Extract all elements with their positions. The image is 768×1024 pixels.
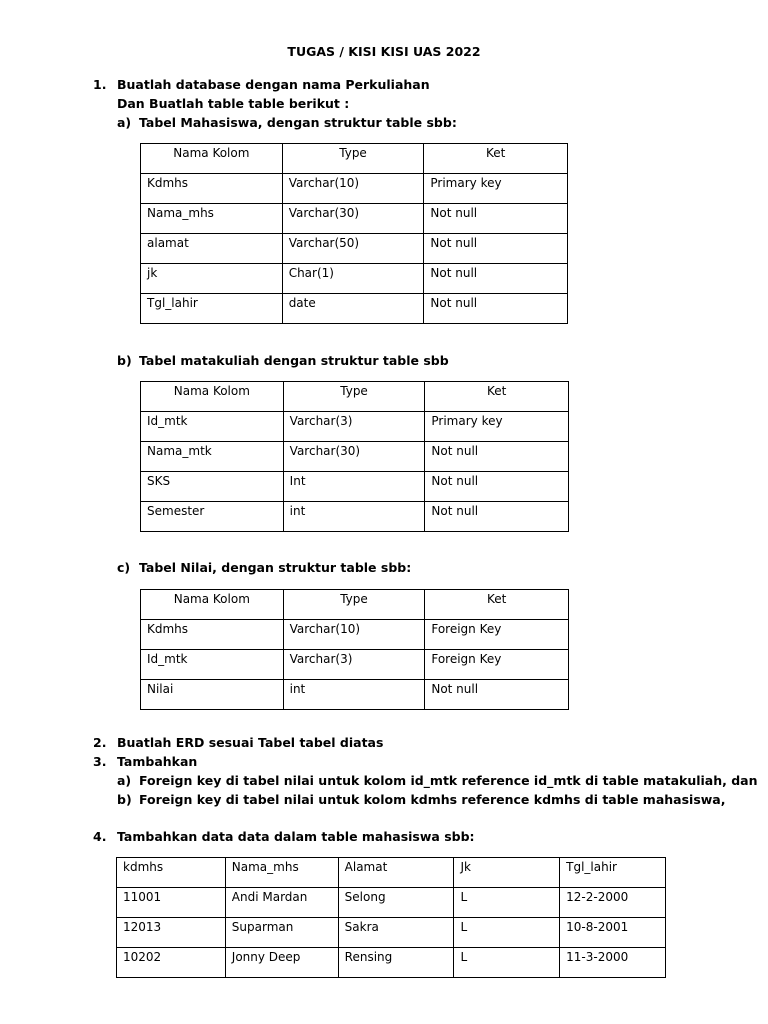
- cell: Foreign Key: [425, 620, 569, 650]
- cell: Sakra: [338, 918, 454, 948]
- nilai-structure-table: [140, 589, 569, 710]
- cell: Char(1): [282, 264, 424, 294]
- cell: Not null: [425, 442, 569, 472]
- table-row: [141, 680, 569, 710]
- cell: SKS: [141, 472, 284, 502]
- q3-number: 3.: [93, 754, 107, 769]
- cell: 11001: [117, 888, 226, 918]
- cell: Jonny Deep: [225, 948, 338, 978]
- mahasiswa-data-table: [116, 857, 666, 978]
- cell: Varchar(3): [283, 650, 425, 680]
- cell: 11-3-2000: [560, 948, 666, 978]
- header-alamat: Alamat: [338, 858, 454, 888]
- q1a-label: a): [117, 115, 132, 130]
- table-row: [141, 174, 568, 204]
- cell: Varchar(3): [283, 412, 425, 442]
- cell: Nilai: [141, 680, 284, 710]
- table-row: [141, 264, 568, 294]
- cell: Int: [283, 472, 425, 502]
- table-header-row: [141, 382, 569, 412]
- cell: Not null: [425, 502, 569, 532]
- header-type: Type: [283, 590, 425, 620]
- header-kdmhs: kdmhs: [117, 858, 226, 888]
- header-nama-kolom: Nama Kolom: [141, 382, 284, 412]
- q3b-text: Foreign key di tabel nilai untuk kolom kdmhs reference kdmhs di table mahasiswa,: [139, 792, 726, 807]
- q3-text: Tambahkan: [117, 754, 198, 769]
- header-nama-kolom: Nama Kolom: [141, 144, 283, 174]
- table-row: [141, 294, 568, 324]
- q4-number: 4.: [93, 829, 107, 844]
- q1b-text: Tabel matakuliah dengan struktur table sbb: [139, 353, 449, 368]
- q2-text: Buatlah ERD sesuai Tabel tabel diatas: [117, 735, 384, 750]
- cell: int: [283, 502, 425, 532]
- header-ket: Ket: [425, 590, 569, 620]
- table-header-row: [117, 858, 666, 888]
- mahasiswa-structure-table: [140, 143, 568, 324]
- cell: Not null: [424, 204, 568, 234]
- cell: Not null: [425, 472, 569, 502]
- header-ket: Ket: [425, 382, 569, 412]
- cell: Varchar(30): [282, 204, 424, 234]
- table-row: [141, 442, 569, 472]
- q4-text: Tambahkan data data dalam table mahasiswa sbb:: [117, 829, 475, 844]
- cell: Primary key: [425, 412, 569, 442]
- cell: int: [283, 680, 425, 710]
- cell: Varchar(10): [283, 620, 425, 650]
- cell: Varchar(50): [282, 234, 424, 264]
- q1c-text: Tabel Nilai, dengan struktur table sbb:: [139, 560, 412, 575]
- table-row: [117, 918, 666, 948]
- cell: Not null: [425, 680, 569, 710]
- cell: 10202: [117, 948, 226, 978]
- cell: date: [282, 294, 424, 324]
- header-nama-kolom: Nama Kolom: [141, 590, 284, 620]
- cell: jk: [141, 264, 283, 294]
- header-jk: Jk: [454, 858, 560, 888]
- cell: Nama_mtk: [141, 442, 284, 472]
- cell: Not null: [424, 234, 568, 264]
- cell: Tgl_lahir: [141, 294, 283, 324]
- cell: 12013: [117, 918, 226, 948]
- page-title: TUGAS / KISI KISI UAS 2022: [287, 44, 481, 59]
- table-row: [141, 650, 569, 680]
- table-row: [141, 502, 569, 532]
- table-header-row: [141, 590, 569, 620]
- cell: Kdmhs: [141, 174, 283, 204]
- table-row: [141, 204, 568, 234]
- cell: Rensing: [338, 948, 454, 978]
- q3a-text: Foreign key di tabel nilai untuk kolom id_mtk reference id_mtk di table matakuliah, dan: [139, 773, 758, 788]
- cell: L: [454, 888, 560, 918]
- cell: L: [454, 918, 560, 948]
- table-row: [141, 234, 568, 264]
- cell: Nama_mhs: [141, 204, 283, 234]
- q1a-text: Tabel Mahasiswa, dengan struktur table sbb:: [139, 115, 457, 130]
- q1-number: 1.: [93, 77, 107, 92]
- header-ket: Ket: [424, 144, 568, 174]
- cell: Foreign Key: [425, 650, 569, 680]
- table-row: [141, 620, 569, 650]
- header-tgl-lahir: Tgl_lahir: [560, 858, 666, 888]
- table-row: [141, 472, 569, 502]
- cell: alamat: [141, 234, 283, 264]
- table-row: [117, 948, 666, 978]
- q1b-label: b): [117, 353, 132, 368]
- cell: 10-8-2001: [560, 918, 666, 948]
- q1-line1: Buatlah database dengan nama Perkuliahan: [117, 77, 430, 92]
- cell: Id_mtk: [141, 412, 284, 442]
- cell: Not null: [424, 294, 568, 324]
- cell: Primary key: [424, 174, 568, 204]
- cell: Not null: [424, 264, 568, 294]
- cell: 12-2-2000: [560, 888, 666, 918]
- cell: Suparman: [225, 918, 338, 948]
- header-type: Type: [283, 382, 425, 412]
- q1c-label: c): [117, 560, 131, 575]
- q3b-label: b): [117, 792, 132, 807]
- table-header-row: [141, 144, 568, 174]
- header-type: Type: [282, 144, 424, 174]
- cell: Andi Mardan: [225, 888, 338, 918]
- table-row: [141, 412, 569, 442]
- matakuliah-structure-table: [140, 381, 569, 532]
- q3a-label: a): [117, 773, 132, 788]
- cell: Semester: [141, 502, 284, 532]
- table-row: [117, 888, 666, 918]
- q1-line2: Dan Buatlah table table berikut :: [117, 96, 350, 111]
- header-nama-mhs: Nama_mhs: [225, 858, 338, 888]
- q2-number: 2.: [93, 735, 107, 750]
- cell: Kdmhs: [141, 620, 284, 650]
- cell: Selong: [338, 888, 454, 918]
- cell: L: [454, 948, 560, 978]
- cell: Varchar(30): [283, 442, 425, 472]
- cell: Varchar(10): [282, 174, 424, 204]
- cell: Id_mtk: [141, 650, 284, 680]
